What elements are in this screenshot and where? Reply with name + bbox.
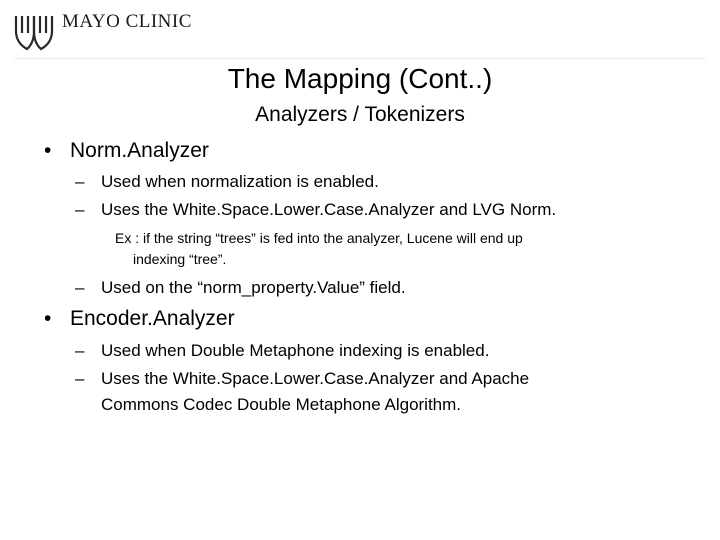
logo-text: MAYO CLINIC bbox=[62, 11, 192, 32]
mayo-clinic-shields-icon bbox=[14, 13, 54, 51]
header-divider bbox=[14, 58, 706, 59]
slide-title: The Mapping (Cont..) bbox=[227, 63, 493, 94]
slide-subtitle: Analyzers / Tokenizers bbox=[255, 103, 465, 126]
header bbox=[0, 0, 720, 58]
bullet-norm-analyzer bbox=[44, 139, 209, 163]
bullet-label: Encoder.Analyzer bbox=[70, 307, 235, 330]
bullet-glyph: • bbox=[44, 139, 52, 162]
bullet-label: Norm.Analyzer bbox=[70, 139, 209, 162]
example-text-cont: indexing “tree”. bbox=[133, 251, 227, 267]
bullet-glyph: • bbox=[44, 307, 52, 330]
list-item: – Used when normalization is enabled. bbox=[75, 172, 379, 191]
bullet-encoder-analyzer bbox=[44, 307, 235, 331]
list-item: – Uses the White.Space.Lower.Case.Analyzer and LVG Norm. bbox=[75, 200, 557, 219]
example-text: Ex : if the string “trees” is fed into the analyzer, Lucene will end up bbox=[115, 230, 523, 246]
list-item-cont: Commons Codec Double Metaphone Algorithm. bbox=[101, 395, 462, 414]
list-item: – Used when Double Metaphone indexing is enabled. bbox=[75, 341, 490, 360]
list-item: – Uses the White.Space.Lower.Case.Analyzer and Apache bbox=[75, 369, 530, 388]
list-item: – Used on the “norm_property.Value” field. bbox=[75, 278, 406, 297]
